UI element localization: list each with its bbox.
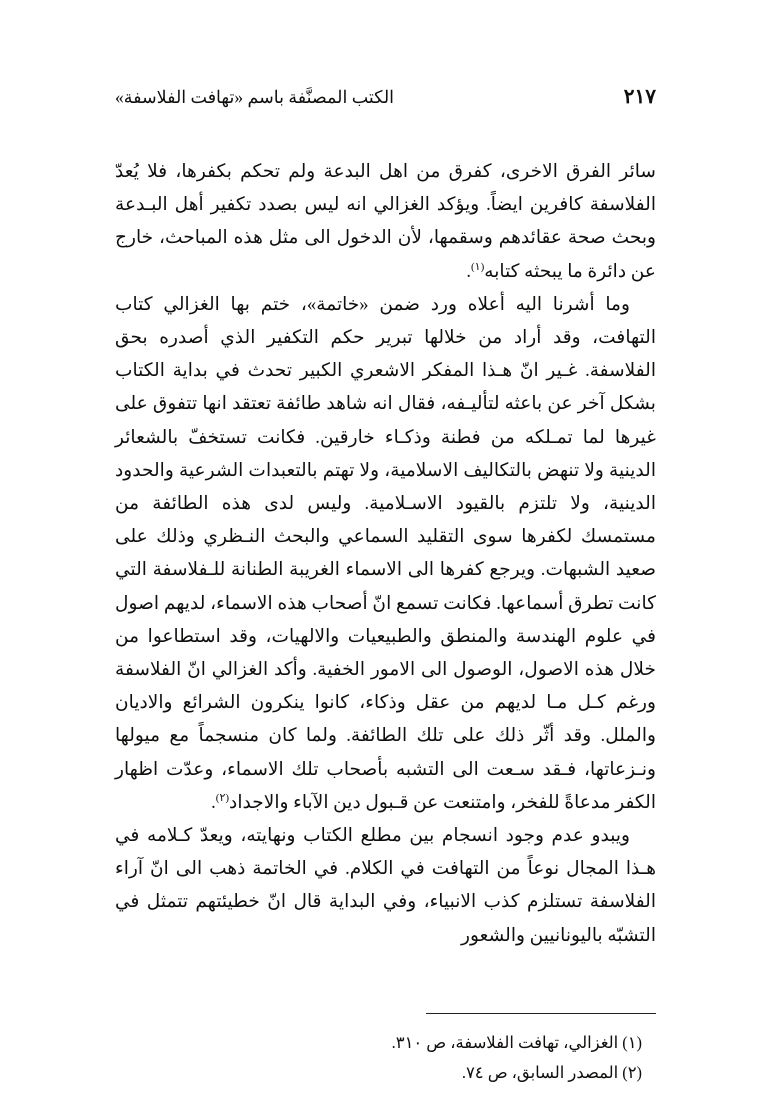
footnote-marker-2: (٢) <box>215 791 230 804</box>
paragraph-1-text: سائر الفرق الاخرى، كفرق من اهل البدعة ولم تحكم بكفرها، فلا يُعدّ الفلاسفة كافرين ايضاً. ويؤكد الغزالي انه ليس بصدد تكفير أهل البـدعة وبحث صحة عقائدهم وسقمها، لأن الدخول الى مثل هذه المباحث، خارج عن دائرة ما يبحثه كتابه <box>115 161 656 282</box>
paragraph-3 <box>115 819 656 952</box>
running-title: الكتب المصنَّفة باسم «تهافت الفلاسفة» <box>115 87 395 107</box>
footnote-2: (٢) المصدر السابق، ص ٧٤. <box>461 1063 642 1082</box>
footnote-separator <box>426 1013 656 1014</box>
paragraph-1 <box>115 155 656 288</box>
page-content <box>115 84 656 1070</box>
body-text <box>115 155 656 952</box>
paragraph-2-text: وما أشرنا اليه أعلاه ورد ضمن «خاتمة»، ختم بها الغزالي كتاب التهافت، وقد أراد من خلالها تبرير حكم التكفير الذي أصدره بحق الفلاسفة. غـير انّ هـذا المفكر الاشعري الكبير تحدث في بداية الكتاب بشكل آخر عن باعثه لتأليـفه، فقال انه شاهد طائفة تعتقد انها تتفوق على غيرها لما تمـلكه من فطنة وذكـاء خارقين. فكانت تستخفّ بالشعائر الدينية ولا تنهض بالتكاليف الاسلامية، ولا تهتم بالتعبدات الشرعية والحدود الدينية، ولا تلتزم بالقيود الاسـلامية. وليس لدى هذه الطائفة من مستمسك لكفرها سوى التقليد السماعي والبحث النـظري وذلك على صعيد الشبهات. ويرجع كفرها الى الاسماء الغريبة الطنانة للـفلاسفة التي كانت تطرق أسماعها. فكانت تسمع انّ أصحاب هذه الاسماء، لديهم اصول في علوم الهندسة والمنطق والطبيعيات والالهيات، وقد استطاعوا من خلال هذه الاصول، الوصول الى الامور الخفية. وأكد الغزالي انّ الفلاسفة ورغم كـل مـا لديهم من عقل وذكاء، كانوا ينكرون الشرائع والاديان والملل. وقد أثّر ذلك على تلك الطائفة. ولما كان منسجماً مع ميولها ونـزعاتها، فـقد سـعت الى التشبه بأصحاب تلك الاسماء، وعدّت اظهار الكفر مدعاةً للفخر، وامتنعت عن قـبول دين الآباء والاجداد <box>115 293 656 813</box>
paragraph-3-text: ويبدو عدم وجود انسجام بين مطلع الكتاب ونهايته، ويعدّ كـلامه في هـذا المجال نوعاً من التهافت في الكلام. في الخاتمة ذهب الى انّ آراء الفلاسفة تستلزم كذب الانبياء، وفي البداية قال انّ خطيئتهم تتمثل في التشبّه باليونانيين والشعور <box>115 825 656 946</box>
footnotes-section <box>115 1028 656 1088</box>
paragraph-2 <box>115 288 656 819</box>
paragraph-2-tail: . <box>211 791 216 813</box>
footnote-marker-1: (١) <box>471 260 485 273</box>
footnote-1: (١) الغزالي، تهافت الفلاسفة، ص ٣١٠. <box>391 1033 642 1052</box>
paragraph-1-tail: . <box>466 260 471 282</box>
page-number: ٢١٧ <box>623 86 656 108</box>
page-header <box>115 84 656 109</box>
